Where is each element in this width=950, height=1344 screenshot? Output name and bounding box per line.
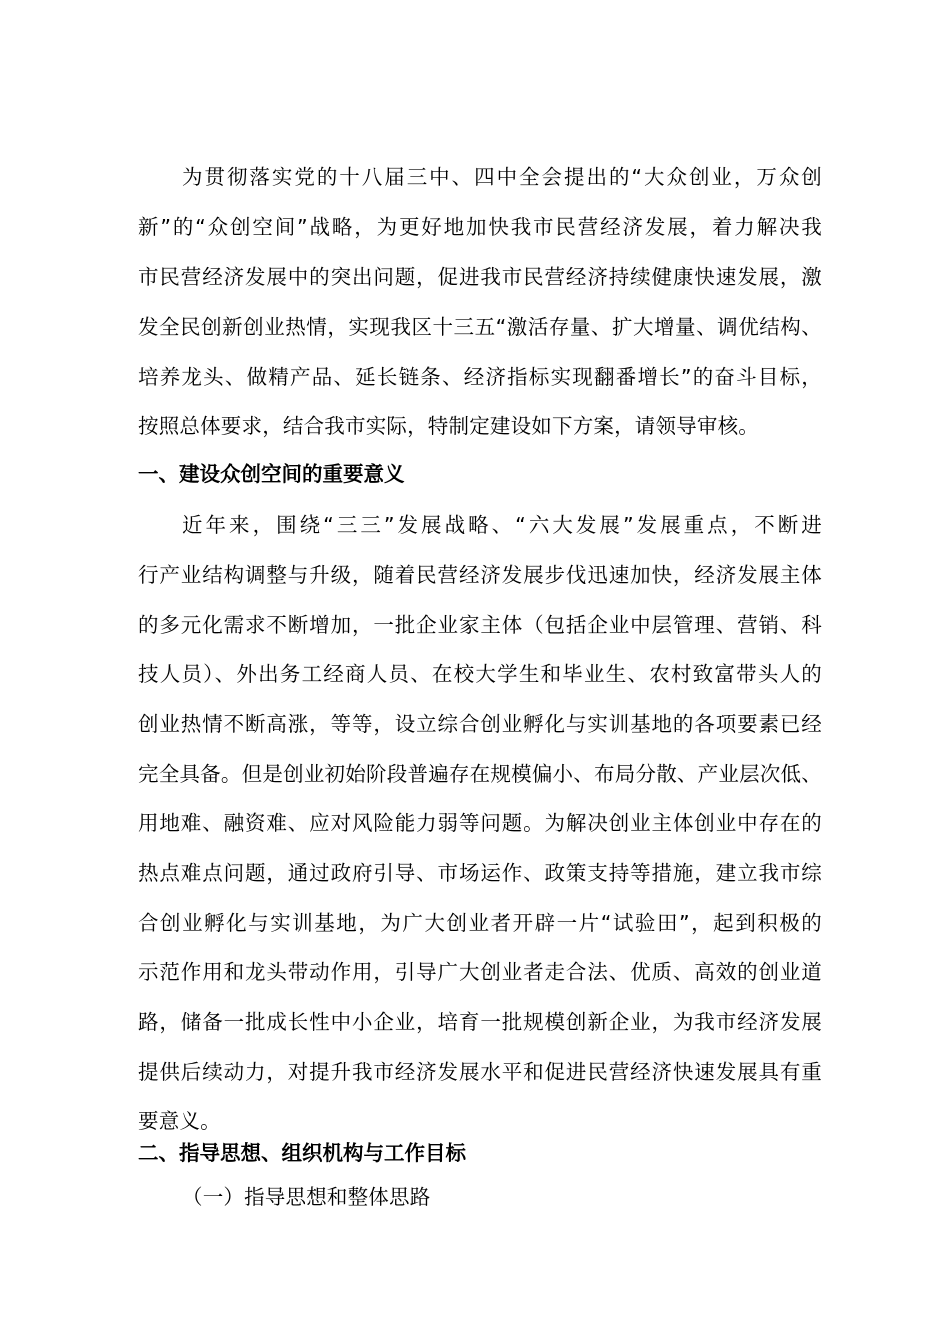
paragraph-2-line-11: 路，储备一批成长性中小企业，培育一批规模创新企业，为我市经济发展 [138,1010,822,1034]
subsection-heading-1: （一）指导思想和整体思路 [182,1185,431,1209]
paragraph-2-line-3: 的多元化需求不断增加，一批企业家主体（包括企业中层管理、营销、科 [138,613,822,637]
paragraph-2-line-10: 示范作用和龙头带动作用，引导广大创业者走合法、优质、高效的创业道 [138,960,822,984]
paragraph-2-line-9: 合创业孵化与实训基地，为广大创业者开辟一片“试验田”，起到积极的 [138,911,822,935]
paragraph-1-line-5: 培养龙头、做精产品、延长链条、经济指标实现翻番增长”的奋斗目标， [138,365,822,389]
paragraph-2-line-1: 近年来，围绕“三三”发展战略、“六大发展”发展重点，不断进 [182,513,822,537]
paragraph-1-line-2: 新”的“众创空间”战略，为更好地加快我市民营经济发展，着力解决我 [138,215,822,239]
paragraph-2-line-5: 创业热情不断高涨，等等，设立综合创业孵化与实训基地的各项要素已经 [138,712,822,736]
paragraph-2-line-7: 用地难、融资难、应对风险能力弱等问题。为解决创业主体创业中存在的 [138,811,822,835]
paragraph-2-line-8: 热点难点问题，通过政府引导、市场运作、政策支持等措施，建立我市综 [138,861,822,885]
paragraph-2-line-2: 行产业结构调整与升级，随着民营经济发展步伐迅速加快，经济发展主体 [138,563,822,587]
paragraph-2-line-4: 技人员）、外出务工经商人员、在校大学生和毕业生、农村致富带头人的 [138,662,822,686]
paragraph-2-line-6: 完全具备。但是创业初始阶段普遍存在规模偏小、布局分散、产业层次低、 [138,762,822,786]
section-heading-2: 二、指导思想、组织机构与工作目标 [138,1141,466,1165]
paragraph-2-line-12: 提供后续动力，对提升我市经济发展水平和促进民营经济快速发展具有重 [138,1060,822,1084]
paragraph-2-line-13: 要意义。 [138,1109,221,1133]
paragraph-1-line-1: 为贯彻落实党的十八届三中、四中全会提出的“大众创业，万众创 [182,165,822,189]
paragraph-1-line-6: 按照总体要求，结合我市实际，特制定建设如下方案，请领导审核。 [138,414,759,438]
section-heading-1: 一、建设众创空间的重要意义 [138,462,405,486]
paragraph-1-line-3: 市民营经济发展中的突出问题，促进我市民营经济持续健康快速发展，激 [138,265,822,289]
paragraph-1-line-4: 发全民创新创业热情，实现我区十三五“激活存量、扩大增量、调优结构、 [138,315,822,339]
